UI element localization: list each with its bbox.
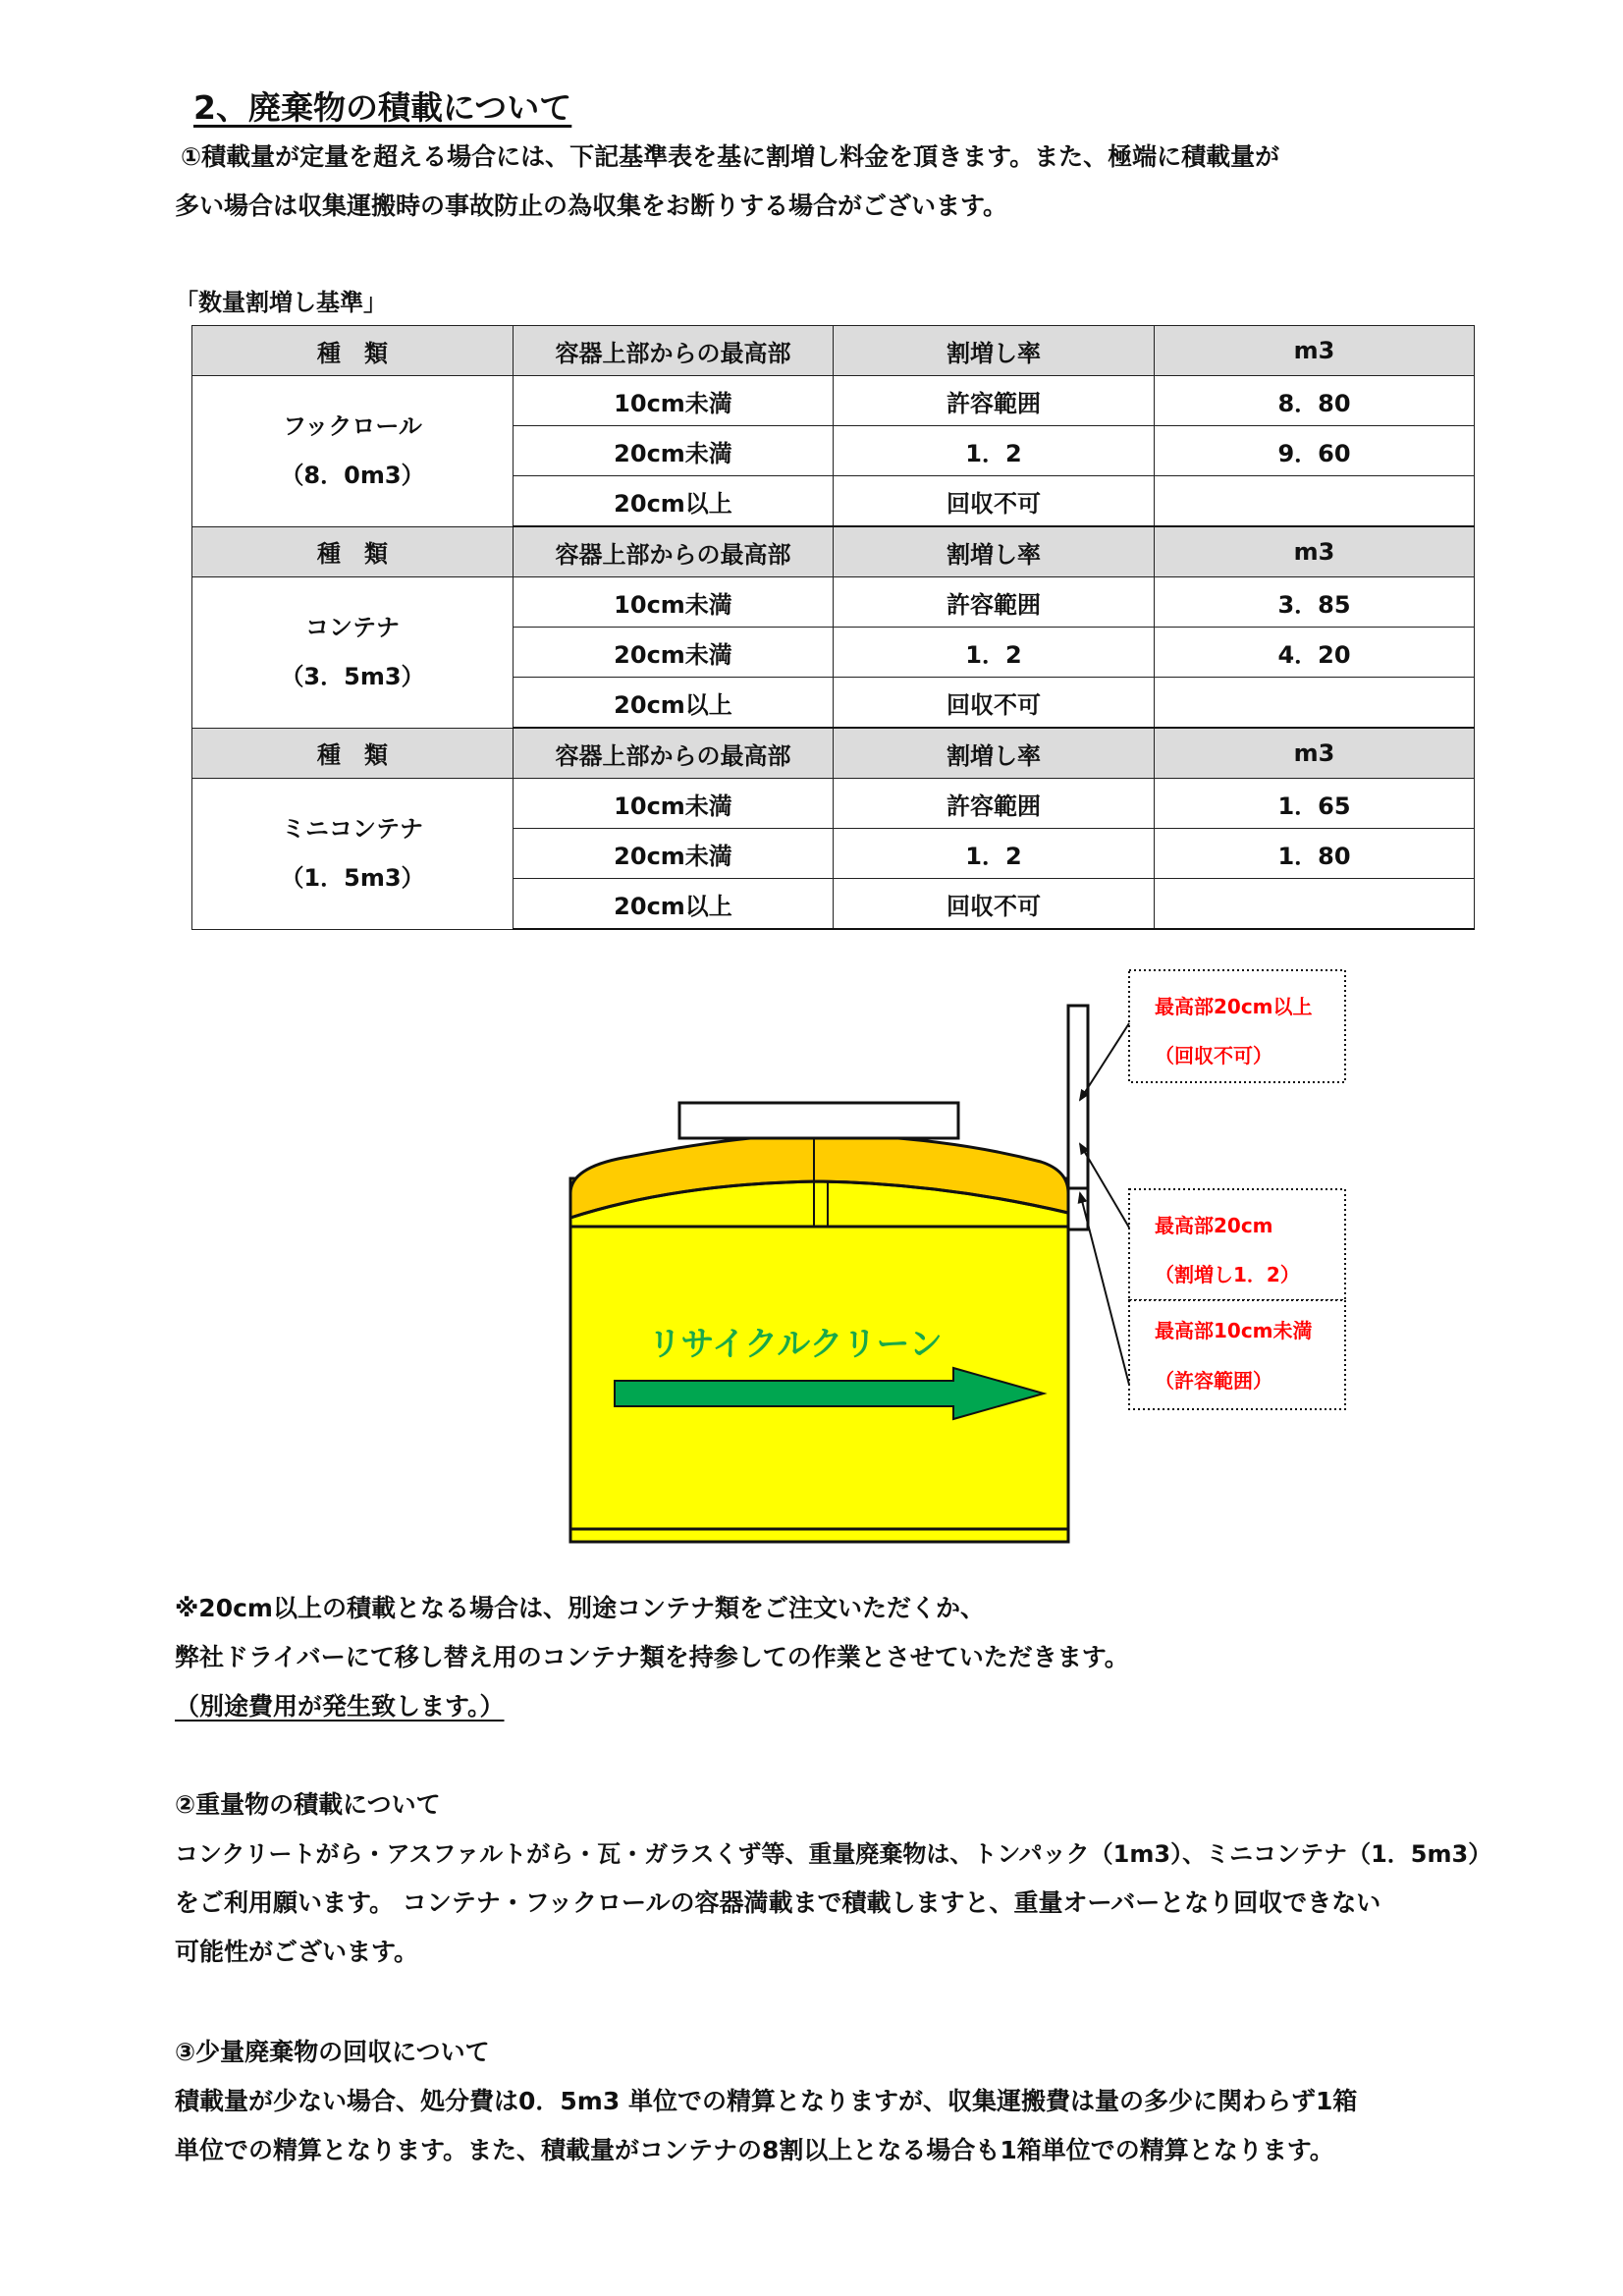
table-caption: 「数量割増し基準」 bbox=[175, 289, 387, 316]
container-type-name: ミニコンテナ bbox=[282, 815, 423, 844]
cell-m3: 3．85 bbox=[1155, 577, 1475, 628]
section2-line-2: をご利用願います。 コンテナ・フックロールの容器満載まで積載しますと、重量オーバーとなり回収できない bbox=[175, 1888, 1381, 1917]
container-type-capacity: （1．5m3） bbox=[280, 864, 425, 893]
container-type-capacity: （3．5m3） bbox=[280, 663, 425, 691]
callout-3-line-1: 最高部10cm未満 bbox=[1155, 1319, 1313, 1342]
table-header-cell: 種 類 bbox=[192, 326, 514, 376]
table-header-cell: 種 類 bbox=[192, 728, 514, 779]
cell-height: 20cm未満 bbox=[514, 426, 834, 476]
cell-rate: 回収不可 bbox=[834, 879, 1155, 930]
note-line-1: ※20cm以上の積載となる場合は、別途コンテナ類をご注文いただくか、 bbox=[175, 1594, 985, 1622]
section3-heading: ③少量廃棄物の回収について bbox=[175, 2038, 490, 2066]
section2-line-1: コンクリートがら・アスファルトがら・瓦・ガラスくず等、重量廃棄物は、トンパック（1m3）、ミニコンテナ（1．5m3） bbox=[175, 1840, 1492, 1868]
table-header-cell: 種 類 bbox=[192, 526, 514, 577]
table-header-cell: 容器上部からの最高部 bbox=[514, 326, 834, 376]
cell-m3: 8．80 bbox=[1155, 376, 1475, 426]
table-header-cell: 割増し率 bbox=[834, 728, 1155, 779]
table-header-cell: m3 bbox=[1155, 326, 1475, 376]
section-title: 2、廃棄物の積載について bbox=[193, 88, 572, 127]
cell-rate: 回収不可 bbox=[834, 678, 1155, 729]
callout-2-line-2: （割増し1．2） bbox=[1155, 1263, 1300, 1286]
cell-m3: 4．20 bbox=[1155, 628, 1475, 678]
table-header-cell: 割増し率 bbox=[834, 326, 1155, 376]
callout-3-line-2: （許容範囲） bbox=[1155, 1369, 1272, 1393]
container-type-capacity: （8．0m3） bbox=[280, 462, 425, 490]
note-line-3: （別途費用が発生致します。） bbox=[175, 1692, 505, 1721]
cell-m3: 9．60 bbox=[1155, 426, 1475, 476]
brand-text: リサイクルクリーン bbox=[648, 1325, 943, 1364]
container-type-name: フックロール bbox=[283, 412, 422, 441]
cell-height: 10cm未満 bbox=[514, 779, 834, 829]
table-header-cell: m3 bbox=[1155, 728, 1475, 779]
measuring-post bbox=[1068, 1006, 1088, 1230]
cell-height: 20cm以上 bbox=[514, 879, 834, 930]
section3-line-1: 積載量が少ない場合、処分費は0．5m3 単位での精算となりますが、収集運搬費は量の多少に関わらず1箱 bbox=[175, 2087, 1358, 2115]
pointer-arrow-allowed bbox=[1080, 1193, 1129, 1385]
intro-line-2: 多い場合は収集運搬時の事故防止の為収集をお断りする場合がございます。 bbox=[175, 191, 1008, 220]
cell-m3: 1．80 bbox=[1155, 829, 1475, 879]
overload-bar bbox=[679, 1103, 958, 1138]
table-header-cell: 割増し率 bbox=[834, 526, 1155, 577]
cell-rate: 1．2 bbox=[834, 426, 1155, 476]
section2-heading: ②重量物の積載について bbox=[175, 1790, 441, 1819]
cell-height: 20cm以上 bbox=[514, 678, 834, 729]
cell-height: 10cm未満 bbox=[514, 376, 834, 426]
cell-height: 20cm未満 bbox=[514, 628, 834, 678]
intro-line-1: ①積載量が定量を超える場合には、下記基準表を基に割増し料金を頂きます。また、極端に積載量が bbox=[181, 142, 1280, 171]
cell-rate: 許容範囲 bbox=[834, 779, 1155, 829]
section3-line-2: 単位での精算となります。また、積載量がコンテナの8割以上となる場合も1箱単位での精算となります。 bbox=[175, 2136, 1334, 2164]
cell-rate: 1．2 bbox=[834, 628, 1155, 678]
table-header-cell: m3 bbox=[1155, 526, 1475, 577]
table-header-cell: 容器上部からの最高部 bbox=[514, 526, 834, 577]
callout-1-line-2: （回収不可） bbox=[1155, 1044, 1272, 1067]
callout-box-allowed bbox=[1129, 1300, 1345, 1409]
cell-rate: 回収不可 bbox=[834, 476, 1155, 527]
section2-line-3: 可能性がございます。 bbox=[175, 1938, 419, 1966]
note-line-2: 弊社ドライバーにて移し替え用のコンテナ類を持参しての作業とさせていただきます。 bbox=[175, 1643, 1129, 1671]
container-type-name: コンテナ bbox=[305, 614, 400, 642]
table-header-cell: 容器上部からの最高部 bbox=[514, 728, 834, 779]
cell-height: 20cm未満 bbox=[514, 829, 834, 879]
cell-rate: 許容範囲 bbox=[834, 376, 1155, 426]
cell-height: 10cm未満 bbox=[514, 577, 834, 628]
cell-height: 20cm以上 bbox=[514, 476, 834, 527]
callout-1-line-1: 最高部20cm以上 bbox=[1155, 995, 1313, 1018]
cell-rate: 1．2 bbox=[834, 829, 1155, 879]
cell-rate: 許容範囲 bbox=[834, 577, 1155, 628]
cell-m3: 1．65 bbox=[1155, 779, 1475, 829]
callout-2-line-1: 最高部20cm bbox=[1155, 1214, 1273, 1237]
